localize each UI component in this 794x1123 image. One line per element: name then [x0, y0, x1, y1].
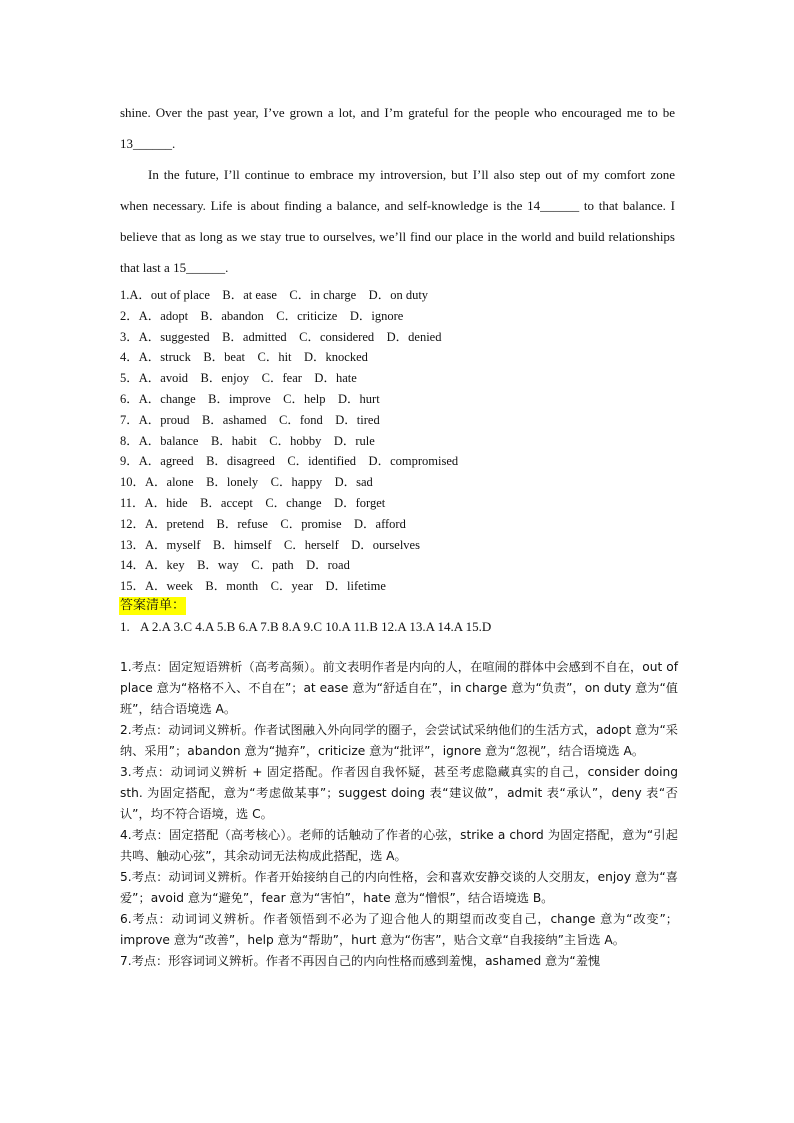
option-item-4: 4．A．struck B．beat C．hit D．knocked — [120, 350, 368, 365]
option-item-3: 3．A．suggested B．admitted C．considered D．denied — [120, 329, 442, 344]
passage-paragraph-2: In the future, I’ll continue to embrace my introversion, but I’ll also step out of my comfort zone when necessary. Life is about finding a balance, and self-knowledge is the 14______ to that balance. I believe that as long as we stay true to ourselves, we’ll find our place in the world and build relationships that last a 15______. — [120, 167, 675, 275]
option-item-5: 5．A．avoid B．enjoy C．fear D．hate — [120, 371, 357, 386]
explanation-5: 5.考点：动词词义辨析。作者开始接纳自己的内向性格，会和喜欢安静交谈的人交朋友，enjoy 意为“喜爱”；avoid 意为“避免”，fear 意为“害怕”，hate 意为“憎恨”，结合语境选 B。 — [120, 870, 678, 905]
explanations — [120, 657, 678, 972]
option-item-12: 12．A．pretend B．refuse C．promise D．afford — [120, 516, 406, 531]
options-list — [120, 285, 680, 597]
option-item-7: 7．A．proud B．ashamed C．fond D．tired — [120, 412, 380, 427]
answer-list-values: A 2.A 3.C 4.A 5.B 6.A 7.B 8.A 9.C 10.A 11.B 12.A 13.A 14.A 15.D — [140, 619, 492, 634]
option-item-6: 6．A．change B．improve C．help D．hurt — [120, 391, 380, 406]
option-item-10: 10．A．alone B．lonely C．happy D．sad — [120, 475, 373, 490]
explanation-3: 3.考点：动词词义辨析 + 固定搭配。作者因自我怀疑，甚至考虑隐藏真实的自己，consider doing sth. 为固定搭配，意为“考虑做某事”；suggest doing 表“建议做”，admit 表“承认”，deny 表“否认”，均不符合语境，选 C。 — [120, 765, 678, 821]
explanation-2: 2.考点：动词词义辨析。作者试图融入外向同学的圈子，会尝试试采纳他们的生活方式，adopt 意为“采纳、采用”；abandon 意为“抛弃”，criticize 意为“批评”，ignore 意为“忽视”，结合语境选 A。 — [120, 723, 678, 758]
option-item-9: 9．A．agreed B．disagreed C．identified D．compromised — [120, 454, 459, 469]
option-item-11: 11．A．hide B．accept C．change D．forget — [120, 495, 386, 510]
answer-list-number: 1. — [120, 619, 130, 634]
option-item-8: 8．A．balance B．habit C．hobby D．rule — [120, 433, 375, 448]
explanation-4: 4.考点：固定搭配（高考核心）。老师的话触动了作者的心弦，strike a chord 为固定搭配，意为“引起共鸣、触动心弦”，其余动词无法构成此搭配，选 A。 — [120, 828, 678, 863]
option-item-1: 1.A．out of place B．at ease C．in charge D．on duty — [120, 288, 429, 302]
explanation-1: 1.考点：固定短语辨析（高考高频）。前文表明作者是内向的人，在喧闹的群体中会感到不自在，out of place 意为“格格不入、不自在”；at ease 意为“舒适自在”，in charge 意为“负责”，on duty 意为“值班”，结合语境选 A。 — [120, 660, 678, 716]
answer-list — [120, 618, 491, 636]
option-item-13: 13．A．myself B．himself C．herself D．ourselves — [120, 537, 420, 552]
option-item-15: 15．A．week B．month C．year D．lifetime — [120, 579, 386, 594]
answer-list-heading: 答案清单： — [120, 598, 186, 613]
passage-paragraph-1: shine. Over the past year, I’ve grown a lot, and I’m grateful for the people who encouraged me to be 13______. — [120, 105, 675, 151]
option-item-14: 14．A．key B．way C．path D．road — [120, 558, 350, 573]
option-item-2: 2．A．adopt B．abandon C．criticize D．ignore — [120, 308, 404, 323]
explanation-6: 6.考点：动词词义辨析。作者领悟到不必为了迎合他人的期望而改变自己，change 意为“改变”；improve 意为“改善”，help 意为“帮助”，hurt 意为“伤害”，贴合文章“自我接纳”主旨选 A。 — [120, 912, 678, 947]
explanation-7: 7.考点：形容词词义辨析。作者不再因自己的内向性格而感到羞愧，ashamed 意为“羞愧 — [120, 954, 601, 968]
